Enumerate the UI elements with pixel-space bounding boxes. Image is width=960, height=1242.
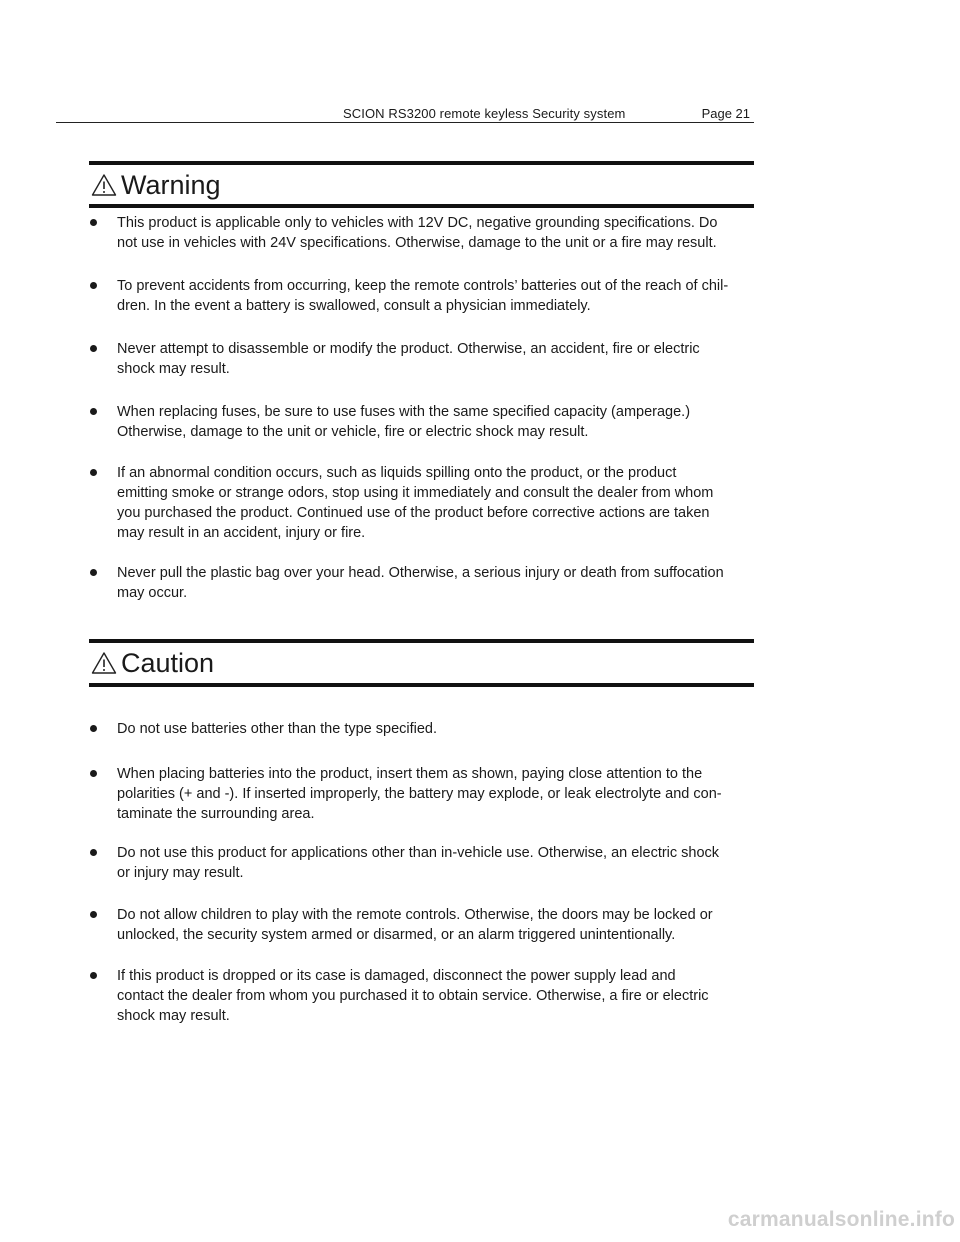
list-item-text: To prevent accidents from occurring, keep the remote controls’ batteries out of the reach of chil- dren. In the event a battery is swallowed, consult a physician immediately. xyxy=(117,278,729,314)
list-item-text: If an abnormal condition occurs, such as liquids spilling onto the product, or the product emitting smoke or strange odors, stop using it immediately and consult the dealer from whom you purchased the product. Continued use of the product before corrective actions are taken may result in an accident, injury or fire. xyxy=(117,465,714,541)
list-item xyxy=(89,843,749,883)
list-item-text: Do not use batteries other than the type specified. xyxy=(117,721,438,737)
list-item xyxy=(89,563,749,603)
list-item-text: Do not allow children to play with the remote controls. Otherwise, the doors may be locked or unlocked, the security system armed or disarmed, or an alarm triggered unintentionally. xyxy=(117,907,713,943)
page-number: Page 21 xyxy=(701,106,750,121)
watermark: carmanualsonline.info xyxy=(727,1208,955,1231)
list-item-text: When replacing fuses, be sure to use fuses with the same specified capacity (amperage.) Otherwise, damage to the unit or vehicle, fire or electric shock may result. xyxy=(117,404,691,440)
running-title: SCION RS3200 remote keyless Security system xyxy=(343,106,626,121)
bullet-icon xyxy=(90,469,97,476)
list-item-text: When placing batteries into the product, insert them as shown, paying close attention to the polarities (+ and -). If inserted improperly, the battery may explode, or leak electrolyte and con- taminate the surrounding area. xyxy=(117,766,722,822)
bullet-icon xyxy=(90,770,97,777)
list-item xyxy=(89,402,749,442)
bullet-icon xyxy=(90,849,97,856)
warning-heading-bar xyxy=(89,161,754,208)
bullet-icon xyxy=(90,282,97,289)
list-item xyxy=(89,463,749,543)
caution-triangle-icon xyxy=(91,651,117,675)
list-item xyxy=(89,966,749,1026)
bullet-icon xyxy=(90,345,97,352)
list-item-text: This product is applicable only to vehicles with 12V DC, negative grounding specifications. Do not use in vehicles with 24V specifications. Otherwise, damage to the unit or a fire may result. xyxy=(117,215,718,251)
bullet-icon xyxy=(90,911,97,918)
bullet-icon xyxy=(90,408,97,415)
list-item xyxy=(89,213,749,253)
warning-heading: Warning xyxy=(121,170,221,200)
list-item-text: Never attempt to disassemble or modify the product. Otherwise, an accident, fire or electric shock may result. xyxy=(117,341,700,377)
warning-triangle-icon xyxy=(91,173,117,197)
list-item xyxy=(89,339,749,379)
list-item xyxy=(89,719,749,739)
caution-heading-bar xyxy=(89,639,754,687)
list-item-text: If this product is dropped or its case is damaged, disconnect the power supply lead and contact the dealer from whom you purchased it to obtain service. Otherwise, a fire or electric shock may result. xyxy=(117,968,709,1024)
caution-heading: Caution xyxy=(121,648,215,678)
bullet-icon xyxy=(90,725,97,732)
bullet-icon xyxy=(90,219,97,226)
list-item xyxy=(89,905,749,945)
list-item xyxy=(89,276,749,316)
list-item-text: Do not use this product for applications other than in-vehicle use. Otherwise, an electric shock or injury may result. xyxy=(117,845,720,881)
list-item xyxy=(89,764,749,824)
bullet-icon xyxy=(90,569,97,576)
list-item-text: Never pull the plastic bag over your head. Otherwise, a serious injury or death from suffocation may occur. xyxy=(117,565,724,601)
running-header xyxy=(56,104,754,123)
bullet-icon xyxy=(90,972,97,979)
